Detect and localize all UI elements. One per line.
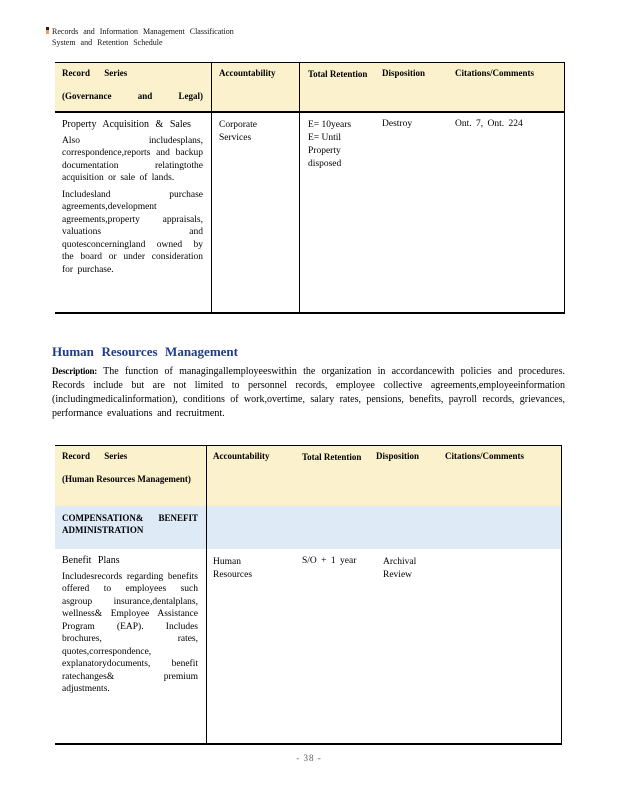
table1-header-citations: Citations/Comments: [455, 68, 534, 78]
page-number: - 38 -: [296, 753, 322, 763]
human-resources-table: [55, 445, 562, 745]
subsection-label-cell: [55, 506, 207, 549]
retention-line2: E= Until Property disposed: [308, 133, 342, 169]
table2-header-citations: Citations/Comments: [445, 451, 524, 461]
retention-line1: E= 10years: [308, 120, 352, 130]
description-label: Description:: [52, 366, 98, 376]
total-retention-cell: S/O + 1 year: [302, 556, 357, 566]
total-retention-cell: [300, 113, 380, 312]
accountability-value: Human Resources: [213, 557, 253, 580]
governance-legal-table: [55, 62, 565, 314]
record-series-title: Property Acquisition & Sales: [62, 119, 191, 130]
table2-header-row: [55, 446, 561, 506]
record-series-para1: Also includesplans, correspondence,reports and backup documentation relatingtothe acquisition or sale of lands.: [62, 135, 203, 183]
accountability-cell: Corporate Services: [212, 113, 300, 312]
accountability-cell: [207, 549, 302, 743]
table2-data-row: [55, 549, 561, 743]
table1-header-record-series: [55, 63, 212, 111]
citations-cell: [452, 549, 561, 743]
table1-header-disposition: Disposition: [382, 68, 426, 78]
table2-right-group: [207, 549, 561, 743]
table1-header-total-retention: Total Retention: [308, 69, 368, 79]
table2-header-disposition: Disposition: [376, 451, 420, 461]
record-series-cell: [55, 549, 207, 743]
header-record-series-scope: (Governance and Legal): [62, 91, 203, 101]
disposition-value: Archival Review: [383, 557, 417, 580]
table2-header-record-series: [55, 446, 207, 506]
table2-header-accountability: Accountability: [213, 451, 270, 461]
table2-header-total-retention: Total Retention: [302, 452, 362, 462]
citations-cell: Ont. 7, Ont. 224: [455, 119, 523, 129]
disposition-cell: Destroy: [382, 119, 413, 129]
header-record-series-scope: (Human Resources Management): [62, 474, 191, 484]
compensation-benefit-subsection-row: [55, 506, 561, 549]
record-series-para1: Includesrecords regarding benefits offered to employees such asgroup insurance,dentalplans, wellness& Employee Assistance Program (EAP). Includes brochures, rates, quotes,correspondence, explanatorydocuments, benefit ratechanges& premium adjustments.: [62, 571, 198, 694]
table1-header-accountability: Accountability: [212, 63, 300, 111]
disposition-cell: [383, 549, 452, 743]
document-running-header: [52, 26, 236, 48]
record-series-title: Benefit Plans: [62, 555, 120, 566]
margin-artifact-mark: [46, 27, 49, 34]
table1-right-group: [300, 113, 564, 312]
section-description: [52, 364, 565, 421]
record-series-cell: [55, 113, 212, 312]
table1-header-right-group: [300, 63, 564, 111]
subsection-empty-cell: [207, 506, 561, 549]
subsection-label: COMPENSATION& BENEFIT ADMINISTRATION: [62, 513, 198, 535]
record-series-para2: Includesland purchase agreements,development agreements,property appraisals, valuations and quotesconcerningland owned by the board or under consideration for purchase.: [62, 189, 203, 275]
header-record-series-label: Record Series: [62, 68, 128, 78]
table1-header-row: [55, 63, 564, 113]
running-header-line2: System and Retention Schedule: [52, 38, 163, 47]
table2-header-right-group: [207, 446, 561, 506]
section-title: Human Resources Management: [52, 344, 238, 359]
table1-data-row: [55, 113, 564, 312]
header-record-series-label: Record Series: [62, 451, 128, 461]
description-text: The function of managingallemployeeswithin the organization in accordancewith policies and procedures. Records include but are not limited to personnel records, employee collective agreements,employeeinformation (includingmedicalinformation), conditions of work,overtime, salary rates, pensions, benefits, payroll records, grievances, performance evaluations and recruitment.: [52, 366, 565, 419]
running-header-line1: Records and Information Management Classification: [52, 27, 234, 36]
